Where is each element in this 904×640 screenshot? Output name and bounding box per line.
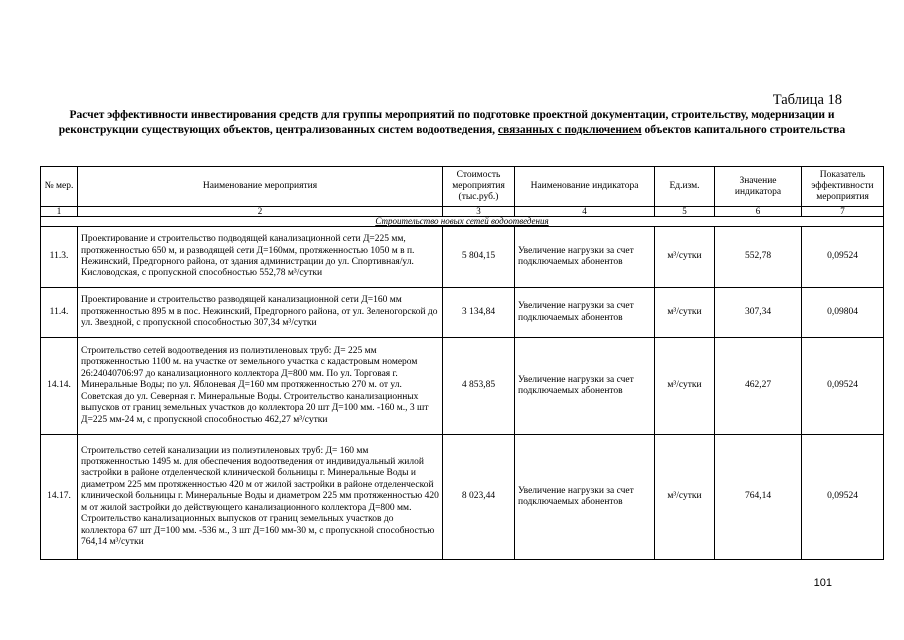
header-num: № мер. — [41, 167, 78, 207]
table-title — [40, 108, 864, 138]
column-number: 7 — [802, 207, 884, 217]
header-efficiency: Показатель эффективности мероприятия — [802, 167, 884, 207]
row-name: Проектирование и строительство разводящей канализационной сети Д=160 мм протяженностью 895 м в пос. Нежинский, Предгорного района, от ул. Зеленогорской до ул. Звездной, с пропускной способностью 307,34 м³/сутки — [78, 288, 443, 338]
header-unit: Ед.изм. — [655, 167, 715, 207]
row-cost: 4 853,85 — [443, 338, 515, 435]
row-indicator: Увеличение нагрузки за счет подключаемых абонентов — [515, 288, 655, 338]
column-number: 2 — [78, 207, 443, 217]
row-name: Строительство сетей канализации из полиэтиленовых труб: Д= 160 мм протяженностью 1495 м. для обеспечения водоотведения от индивидуальный жилой застройки в районе отделенческой клинической больницы г. Минеральные Воды и диаметром 225 мм протяженностью 420 м от жилой застройки в районе отделенческой клинической больницы г. Минеральные Воды и диаметром 225 мм протяженностью 420 м от жилой застройки до действующего канализационного коллектора Д=800 мм. Строительство канализационных выпусков от границ земельных участков до коллектора 67 шт Д=100 мм. -536 м., 3 шт Д=160 мм-30 м, с пропускной способностью 764,14 м³/сутки — [78, 435, 443, 560]
table-row — [41, 288, 884, 338]
row-cost: 5 804,15 — [443, 227, 515, 288]
column-number-row — [41, 207, 884, 217]
header-indicator: Наименование индикатора — [515, 167, 655, 207]
row-efficiency: 0,09524 — [802, 435, 884, 560]
column-number: 6 — [715, 207, 802, 217]
row-efficiency: 0,09524 — [802, 227, 884, 288]
row-unit: м³/сутки — [655, 288, 715, 338]
row-num: 11.3. — [41, 227, 78, 288]
row-unit: м³/сутки — [655, 227, 715, 288]
row-indicator: Увеличение нагрузки за счет подключаемых абонентов — [515, 338, 655, 435]
row-value: 307,34 — [715, 288, 802, 338]
table-row — [41, 338, 884, 435]
row-value: 552,78 — [715, 227, 802, 288]
header-name: Наименование мероприятия — [78, 167, 443, 207]
row-cost: 8 023,44 — [443, 435, 515, 560]
table-row — [41, 227, 884, 288]
row-unit: м³/сутки — [655, 435, 715, 560]
column-number: 3 — [443, 207, 515, 217]
row-indicator: Увеличение нагрузки за счет подключаемых абонентов — [515, 435, 655, 560]
row-efficiency: 0,09804 — [802, 288, 884, 338]
row-unit: м³/сутки — [655, 338, 715, 435]
column-number: 4 — [515, 207, 655, 217]
header-cost: Стоимость мероприятия (тыс.руб.) — [443, 167, 515, 207]
row-num: 14.17. — [41, 435, 78, 560]
row-num: 11.4. — [41, 288, 78, 338]
title-part-1: Расчет эффективности инвестирования средств для группы мероприятий по подготовке проектной документации, строительству, модернизации и реконструкции существующих объектов, централизованных систем водоотведения, — [58, 109, 835, 136]
row-name: Строительство сетей водоотведения из полиэтиленовых труб: Д= 225 мм протяженностью 1100 м. на участке от земельного участка с кадастровым номером 26:24040706:97 до канализационного коллектора Д=800 мм. По ул. Торговая г. Минеральные Воды; по ул. Яблоневая Д=160 мм протяженностью 270 м. от ул. Советская до ул. Северная г. Минеральные Воды. Строительство канализационных выпусков от границ земельных участков до коллектора 20 шт Д=100 мм. -160 м., 3 шт Д=225 мм-24 м, с пропускной способностью 462,27 м³/сутки — [78, 338, 443, 435]
title-underlined: связанных с подключением — [497, 124, 642, 136]
row-value: 462,27 — [715, 338, 802, 435]
table-label: Таблица 18 — [772, 92, 842, 108]
column-number: 5 — [655, 207, 715, 217]
title-part-2: объектов капитального строительства — [641, 124, 846, 136]
section-title: Строительство новых сетей водоотведения — [41, 217, 884, 227]
header-value: Значение индикатора — [715, 167, 802, 207]
row-indicator: Увеличение нагрузки за счет подключаемых абонентов — [515, 227, 655, 288]
efficiency-table — [40, 166, 884, 560]
row-value: 764,14 — [715, 435, 802, 560]
section-row — [41, 217, 884, 227]
table-row — [41, 435, 884, 560]
row-cost: 3 134,84 — [443, 288, 515, 338]
page-number: 101 — [813, 577, 832, 589]
header-row — [41, 167, 884, 207]
column-number: 1 — [41, 207, 78, 217]
row-efficiency: 0,09524 — [802, 338, 884, 435]
row-name: Проектирование и строительство подводящей канализационной сети Д=225 мм, протяженностью 650 м, и разводящей сети Д=160мм, протяженностью 1050 м в п. Нежинский, Предгорного района, от здания администрации до ул. Спортивная/ул. Кисловодская, с пропускной способностью 552,78 м³/сутки — [78, 227, 443, 288]
row-num: 14.14. — [41, 338, 78, 435]
